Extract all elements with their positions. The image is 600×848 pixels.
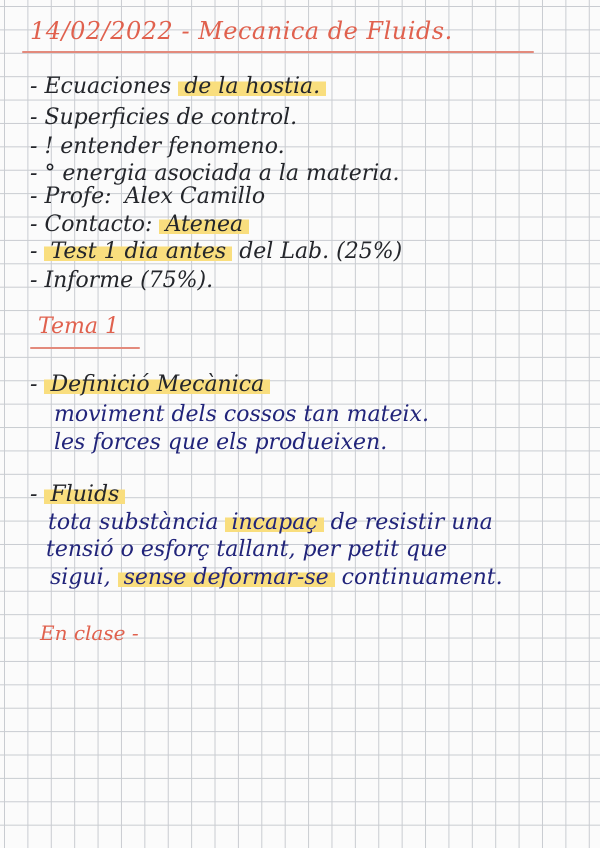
- note-text: Superficies de control.: [44, 105, 298, 130]
- definition-heading: [30, 372, 270, 398]
- definition-line-2: les forces que els produeixen.: [54, 430, 388, 455]
- page-title: 14/02/2022 - Mecanica de Fluids.: [30, 17, 453, 45]
- note-line-6: [30, 212, 249, 238]
- note-line-3: [30, 134, 285, 160]
- highlighted-text: sense deformar-se: [118, 565, 335, 590]
- bullet-dash: -: [30, 372, 45, 397]
- highlighted-text: de la hostia.: [178, 74, 326, 99]
- footer-note: En clase -: [40, 621, 139, 645]
- bullet-dash: -: [30, 212, 45, 237]
- fluids-heading: [30, 482, 125, 508]
- note-text: Ecuaciones: [44, 74, 179, 99]
- definition-line-1: moviment dels cossos tan mateix.: [54, 402, 429, 427]
- bullet-dash: -: [30, 482, 45, 507]
- fluids-line-2: tensió o esforç tallant, per petit que: [46, 537, 448, 562]
- note-text-name: Alex Camillo: [124, 184, 266, 209]
- fluids-text: sigui,: [50, 565, 118, 590]
- note-line-1: [30, 74, 326, 100]
- highlighted-text: Test 1 dia antes: [44, 239, 232, 264]
- fluids-label: Fluids: [44, 482, 125, 507]
- note-text: Profe:: [44, 184, 119, 209]
- fluids-text: tota substància: [48, 510, 226, 535]
- bullet-dash: -: [30, 268, 45, 293]
- bullet-dash: -: [30, 74, 45, 99]
- highlighted-text: incapaç: [225, 510, 323, 535]
- note-line-7: [30, 239, 402, 265]
- fluids-line-3: [50, 565, 503, 591]
- note-text: Informe (75%).: [44, 268, 214, 293]
- fluids-text: continuament.: [334, 565, 503, 590]
- bullet-dash: -: [30, 184, 45, 209]
- bullet-dash: -: [30, 105, 45, 130]
- note-text: ! entender fenomeno.: [44, 134, 285, 159]
- definition-label: Definició Mecànica: [44, 372, 270, 397]
- fluids-text: de resistir una: [323, 510, 493, 535]
- highlighted-text: Atenea: [159, 212, 249, 237]
- note-text: ° energia asociada a la materia.: [44, 161, 400, 186]
- note-line-8: [30, 268, 213, 294]
- note-text: del Lab. (25%): [232, 239, 403, 264]
- bullet-dash: -: [30, 134, 45, 159]
- bullet-dash: -: [30, 161, 45, 186]
- note-text: Contacto:: [44, 212, 160, 237]
- section-underline: [30, 347, 140, 349]
- section-title: Tema 1: [38, 314, 119, 339]
- note-line-2: [30, 105, 297, 131]
- bullet-dash: -: [30, 239, 45, 264]
- fluids-line-1: [48, 510, 493, 536]
- note-line-5: [30, 184, 271, 210]
- title-underline: [22, 51, 534, 53]
